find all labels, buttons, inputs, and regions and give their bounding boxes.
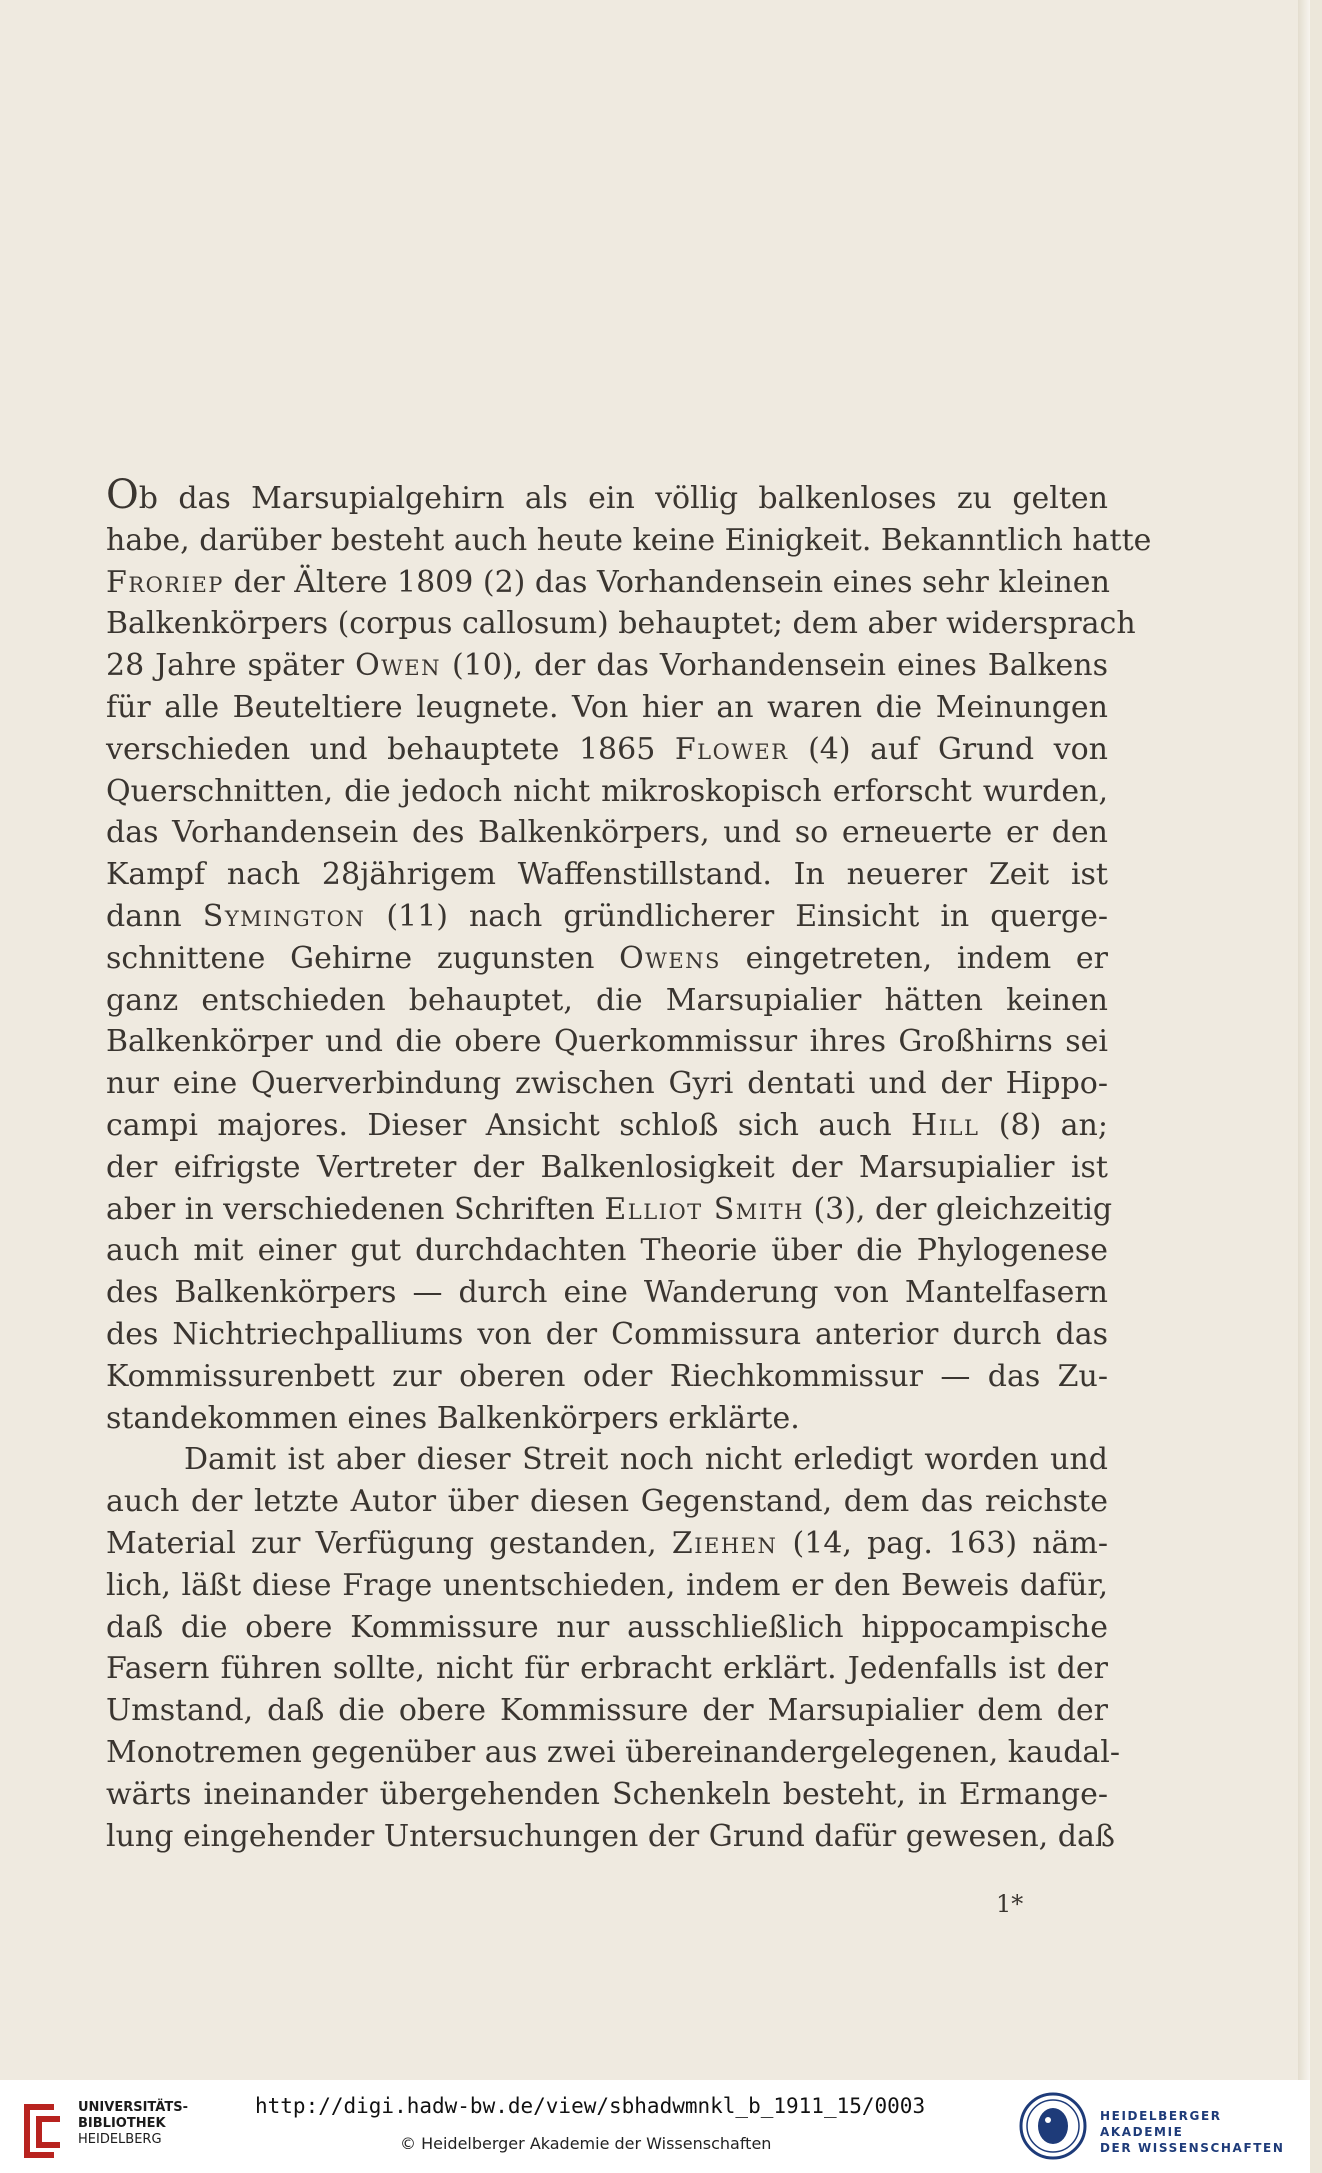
- author-name: Froriep: [106, 564, 224, 600]
- text-line: Monotremen gegenüber aus zwei übereinandergelegenen, kaudal-: [106, 1734, 1121, 1770]
- library-name: UNIVERSITÄTS- BIBLIOTHEK HEIDELBERG: [78, 2100, 188, 2147]
- text-line: Froriep der Ältere 1809 (2) das Vorhandensein eines sehr kleinen: [106, 564, 1110, 600]
- text-line: das Vorhandensein des Balkenkörpers, und so erneuerte er den: [106, 815, 1108, 851]
- text-line: Querschnitten, die jedoch nicht mikroskopisch erforscht wurden,: [106, 773, 1108, 809]
- text-line: nur eine Querverbindung zwischen Gyri dentati und der Hippo-: [106, 1066, 1108, 1102]
- text-line: Umstand, daß die obere Kommissure der Marsupialier dem der: [106, 1693, 1108, 1729]
- text-line: für alle Beuteltiere leugnete. Von hier an waren die Meinungen: [106, 689, 1108, 725]
- text-line: standekommen eines Balkenkörpers erklärte.: [106, 1400, 800, 1436]
- author-name: Ziehen: [671, 1525, 778, 1561]
- author-name: Elliot Smith: [604, 1191, 804, 1227]
- text-line: Kommissurenbett zur oberen oder Riechkommissur — das Zu-: [106, 1358, 1108, 1394]
- text-line: auch mit einer gut durchdachten Theorie über die Phylogenese: [106, 1233, 1108, 1269]
- text-line: aber in verschiedenen Schriften Elliot Smith (3), der gleichzeitig: [106, 1191, 1113, 1227]
- academy-seal-icon: [1018, 2090, 1088, 2162]
- permalink[interactable]: http://digi.hadw-bw.de/view/sbhadwmnkl_b_1911_15/0003: [255, 2094, 926, 2118]
- text-line: habe, darüber besteht auch heute keine Einigkeit. Bekanntlich hatte: [106, 522, 1152, 558]
- text-line: Fasern führen sollte, nicht für erbracht erklärt. Jedenfalls ist der: [106, 1651, 1108, 1687]
- drop-cap: O: [106, 472, 139, 518]
- page-number: 1*: [996, 1890, 1024, 1918]
- text-line: Ob das Marsupialgehirn als ein völlig balkenloses zu gelten: [106, 472, 1108, 518]
- university-library-logo-icon: [14, 2098, 66, 2164]
- author-name: Symington: [202, 898, 366, 934]
- footer-bar: [0, 2080, 1310, 2173]
- text-line: Kampf nach 28jährigem Waffenstillstand. In neuerer Zeit ist: [106, 857, 1108, 893]
- text-line: lung eingehender Untersuchungen der Grund dafür gewesen, daß: [106, 1818, 1115, 1854]
- text-line: Damit ist aber dieser Streit noch nicht erledigt worden und: [184, 1442, 1108, 1478]
- page-edge: [1298, 0, 1310, 2173]
- text-line: wärts ineinander übergehenden Schenkeln besteht, in Ermange-: [106, 1776, 1108, 1812]
- text-line: 28 Jahre später Owen (10), der das Vorhandensein eines Balkens: [106, 648, 1108, 684]
- text-line: auch der letzte Autor über diesen Gegenstand, dem das reichste: [106, 1484, 1108, 1520]
- author-name: Flower: [674, 731, 789, 767]
- text-line: schnittene Gehirne zugunsten Owens eingetreten, indem er: [106, 940, 1108, 976]
- text-line: des Balkenkörpers — durch eine Wanderung von Mantelfasern: [106, 1275, 1108, 1311]
- academy-name: HEIDELBERGER AKADEMIE DER WISSENSCHAFTEN: [1100, 2109, 1285, 2155]
- text-line: der eifrigste Vertreter der Balkenlosigkeit der Marsupialier ist: [106, 1149, 1108, 1185]
- author-name: Hill: [911, 1107, 980, 1143]
- text-line: Material zur Verfügung gestanden, Ziehen (14, pag. 163) näm-: [106, 1525, 1109, 1561]
- text-line: lich, läßt diese Frage unentschieden, indem er den Beweis dafür,: [106, 1567, 1108, 1603]
- text-line: des Nichtriechpalliums von der Commissura anterior durch das: [106, 1316, 1108, 1352]
- text-line: verschieden und behauptete 1865 Flower (4) auf Grund von: [106, 731, 1108, 767]
- text-line: daß die obere Kommissure nur ausschließlich hippocampische: [106, 1609, 1108, 1645]
- text-line: Balkenkörper und die obere Querkommissur ihres Großhirns sei: [106, 1024, 1108, 1060]
- text-line: ganz entschieden behauptet, die Marsupialier hätten keinen: [106, 982, 1108, 1018]
- text-line: dann Symington (11) nach gründlicherer Einsicht in querge-: [106, 898, 1108, 934]
- text-line: campi majores. Dieser Ansicht schloß sich auch Hill (8) an;: [106, 1107, 1108, 1143]
- text-line: Balkenkörpers (corpus callosum) behauptet; dem aber widersprach: [106, 606, 1136, 642]
- author-name: Owens: [619, 940, 721, 976]
- author-name: Owen: [355, 648, 441, 684]
- body-text: [106, 472, 1152, 1857]
- copyright-notice: © Heidelberger Akademie der Wissenschaften: [400, 2134, 772, 2153]
